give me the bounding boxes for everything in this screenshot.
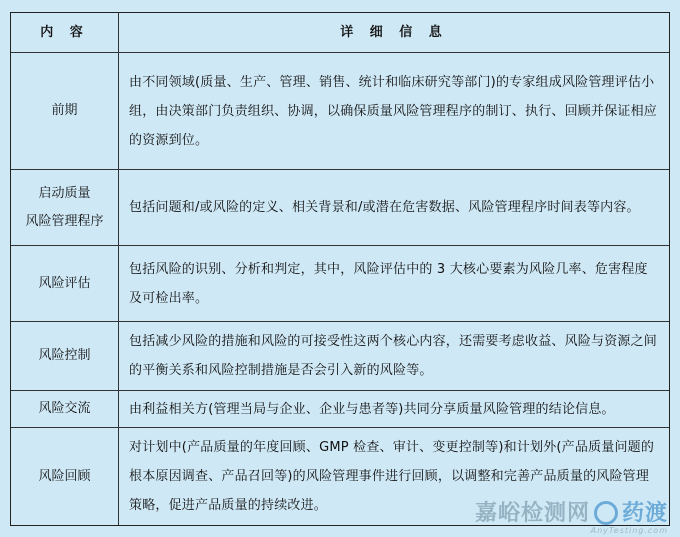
row-label: 风险控制 bbox=[11, 322, 119, 390]
watermark-text: 嘉峪检测网 bbox=[474, 501, 590, 526]
watermark bbox=[474, 496, 668, 535]
row-label: 风险交流 bbox=[11, 391, 119, 427]
header-detail-label: 详 细 信 息 bbox=[340, 25, 448, 40]
table-header-row bbox=[11, 13, 669, 53]
row-label: 启动质量 风险管理程序 bbox=[11, 170, 119, 245]
row-detail: 包括减少风险的措施和风险的可接受性这两个核心内容，还需要考虑收益、风险与资源之间的平衡关系和风险控制措施是否会引入新的风险等。 bbox=[129, 334, 658, 378]
row-detail: 包括问题和/或风险的定义、相关背景和/或潜在危害数据、风险管理程序时间表等内容。 bbox=[129, 200, 640, 215]
row-detail: 由不同领域(质量、生产、管理、销售、统计和临床研究等部门)的专家组成风险管理评估小组，由决策部门负责组织、协调，以确保质量风险管理程序的制订、执行、回顾并保证相应的资源到位。 bbox=[129, 74, 658, 148]
table-row bbox=[11, 322, 669, 391]
row-label: 风险评估 bbox=[11, 246, 119, 321]
row-detail: 对计划中(产品质量的年度回顾、GMP 检查、审计、变更控制等)和计划外(产品质量问题的根本原因调查、产品召回等)的风险管理事件进行回顾，以调整和完善产品质量的风险管理策略，促进产品质量的持续改进。 bbox=[129, 440, 655, 513]
row-label: 风险回顾 bbox=[11, 428, 119, 525]
table-row bbox=[11, 391, 669, 428]
row-detail: 由利益相关方(管理当局与企业、企业与患者等)共同分享质量风险管理的结论信息。 bbox=[129, 401, 615, 417]
row-label: 前期 bbox=[11, 53, 119, 169]
header-content-label: 内 容 bbox=[11, 13, 119, 52]
table-row bbox=[11, 170, 669, 246]
row-detail: 包括风险的识别、分析和判定，其中，风险评估中的 3 大核心要素为风险几率、危害程度及可检出率。 bbox=[129, 261, 648, 306]
table-row bbox=[11, 246, 669, 322]
watermark-url: AnyTesting.com bbox=[590, 526, 668, 535]
brand-logo-icon bbox=[594, 501, 618, 525]
watermark-brand: 药渡 bbox=[621, 501, 668, 526]
risk-management-table bbox=[10, 12, 670, 526]
table-row bbox=[11, 53, 669, 170]
